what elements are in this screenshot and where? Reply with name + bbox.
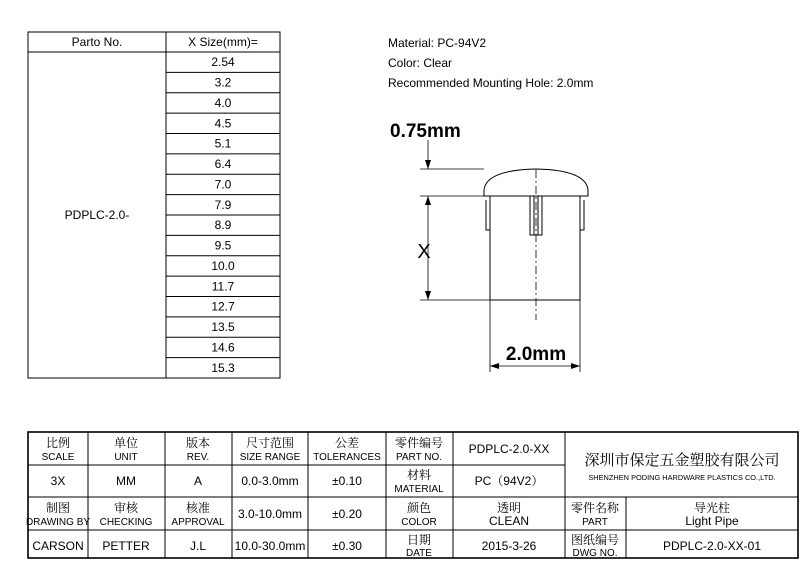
checking-label-cn: 审核 xyxy=(113,501,139,515)
color-label-en: COLOR xyxy=(401,517,437,528)
part-no-label-en: PART NO. xyxy=(395,452,443,463)
rev-label-cn: 版本 xyxy=(185,436,211,450)
size-value: 8.9 xyxy=(214,218,232,233)
part-name-value-cn: 导光柱 xyxy=(693,501,731,515)
size-value: 5.1 xyxy=(214,136,232,151)
dim-top-label: 0.75mm xyxy=(390,121,461,142)
left-clip xyxy=(486,196,490,230)
drawing-by-label-en: DRAWING BY xyxy=(25,517,91,528)
header-part-no: Parto No. xyxy=(71,35,123,49)
date-label-cn: 日期 xyxy=(406,533,432,547)
material-label-en: MATERIAL xyxy=(394,484,444,495)
color-value-en: CLEAN xyxy=(488,514,530,528)
size-value: 15.3 xyxy=(211,360,235,375)
dwg-no-label-cn: 图纸编号 xyxy=(570,533,620,547)
size-value: 13.5 xyxy=(211,320,235,335)
size-value: 14.6 xyxy=(211,340,235,355)
size-value: 9.5 xyxy=(214,238,232,253)
size-value: 4.5 xyxy=(214,116,232,131)
size-value: 11.7 xyxy=(211,279,235,294)
part-name-label-cn: 零件名称 xyxy=(570,501,620,515)
material-value: PC（94V2） xyxy=(474,474,544,488)
part-no-value: PDPLC-2.0- xyxy=(64,208,130,222)
size-value: 3.2 xyxy=(214,75,232,90)
size-range-label-cn: 尺寸范围 xyxy=(245,436,295,450)
date-value: 2015-3-26 xyxy=(481,539,537,553)
checking-label-en: CHECKING xyxy=(99,517,153,528)
size-value: 10.0 xyxy=(211,258,235,273)
date-label-en: DATE xyxy=(406,548,432,559)
range-3: 10.0-30.0mm xyxy=(234,539,306,553)
spec-color: Color: Clear xyxy=(388,56,453,70)
scale-value: 3X xyxy=(50,474,66,488)
tolerance-1: ±0.10 xyxy=(332,474,362,488)
tolerance-2: ±0.20 xyxy=(332,507,362,521)
tolerance-3: ±0.30 xyxy=(332,539,362,553)
color-label-cn: 颜色 xyxy=(406,501,432,515)
size-value: 2.54 xyxy=(211,55,235,70)
header-x-size: X Size(mm)= xyxy=(188,35,258,49)
size-value: 12.7 xyxy=(211,299,235,314)
size-table xyxy=(28,32,280,378)
dwg-no-value: PDPLC-2.0-XX-01 xyxy=(662,539,762,553)
dim-width-label: 2.0mm xyxy=(505,344,567,365)
company-name-cn: 深圳市保定五金塑胶有限公司 xyxy=(584,452,780,469)
range-2: 3.0-10.0mm xyxy=(237,507,303,521)
tolerance-label-cn: 公差 xyxy=(334,436,360,450)
part-no-label-cn: 零件编号 xyxy=(394,436,444,450)
spec-material: Material: PC-94V2 xyxy=(388,36,487,50)
company-name-en: SHENZHEN PODING HARDWARE PLASTICS CO.,LTD. xyxy=(588,473,776,482)
unit-label-cn: 单位 xyxy=(113,436,139,450)
approver-name: J.L xyxy=(189,539,207,553)
approval-label-en: APPROVAL xyxy=(171,517,225,528)
drawer-name: CARSON xyxy=(32,539,84,553)
dim-height-label: X xyxy=(417,241,431,263)
right-clip xyxy=(580,196,584,230)
approval-label-cn: 核准 xyxy=(185,501,211,515)
dwg-no-label-en: DWG NO. xyxy=(572,548,618,559)
scale-label-en: SCALE xyxy=(41,452,75,463)
part-name-label-en: PART xyxy=(582,517,608,528)
range-1: 0.0-3.0mm xyxy=(241,474,299,488)
light-pipe-drawing xyxy=(420,140,588,372)
part-no-value: PDPLC-2.0-XX xyxy=(468,442,550,456)
size-value: 7.9 xyxy=(214,197,232,212)
size-range-label-en: SIZE RANGE xyxy=(239,452,301,463)
drawing-by-label-cn: 制图 xyxy=(45,501,71,515)
size-value: 7.0 xyxy=(214,177,232,192)
unit-label-en: UNIT xyxy=(114,452,138,463)
size-value: 4.0 xyxy=(214,95,232,110)
part-name-value-en: Light Pipe xyxy=(685,514,739,528)
rev-value: A xyxy=(193,474,203,488)
checker-name: PETTER xyxy=(102,539,150,553)
material-label-cn: 材料 xyxy=(406,468,432,482)
tolerance-label-en: TOLERANCES xyxy=(313,452,381,463)
scale-label-cn: 比例 xyxy=(45,436,71,450)
size-value: 6.4 xyxy=(214,157,232,172)
color-value-cn: 透明 xyxy=(496,501,522,515)
rev-label-en: REV. xyxy=(186,452,210,463)
unit-value: MM xyxy=(116,474,136,488)
size-rows xyxy=(166,55,280,375)
spec-mounting-hole: Recommended Mounting Hole: 2.0mm xyxy=(388,76,594,90)
